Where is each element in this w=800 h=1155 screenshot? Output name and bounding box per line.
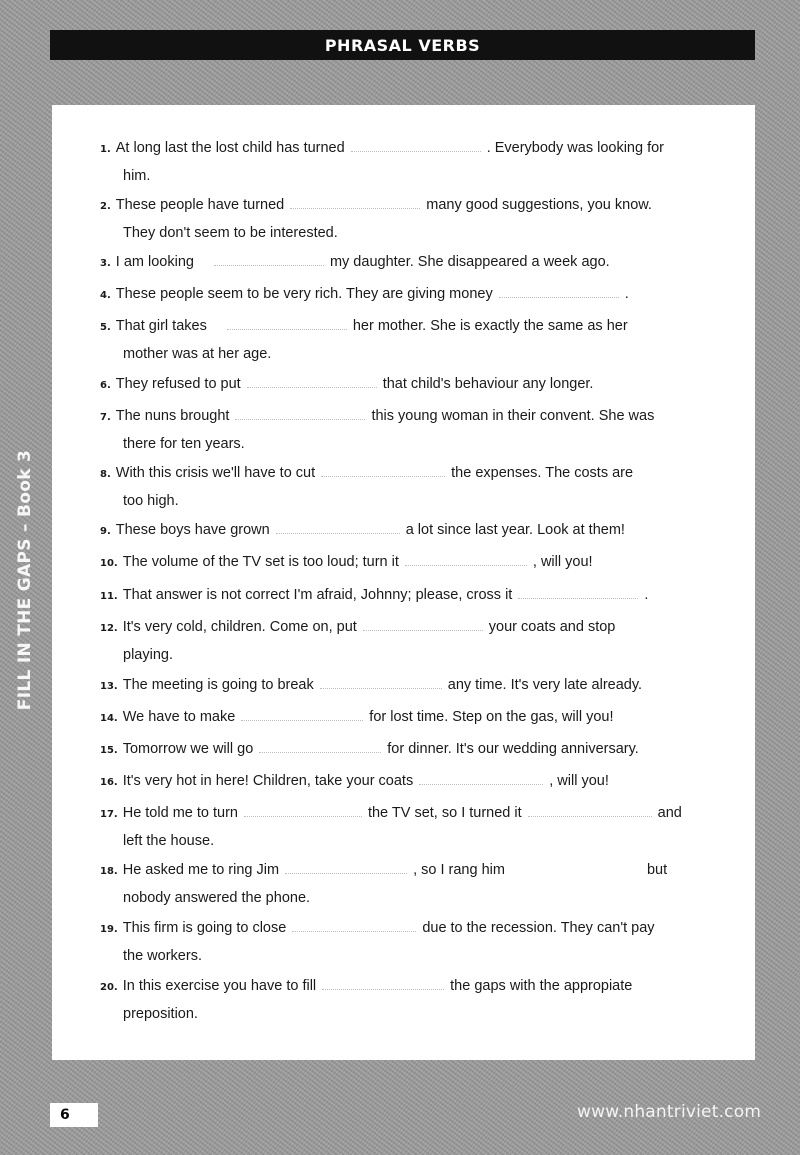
exercise-text: , will you! [549,773,609,789]
exercise-text: It's very cold, children. Come on, put [122,619,357,635]
exercise-text-continued: there for ten years. [123,436,245,452]
answer-blank[interactable] [321,464,445,477]
exercise-item [100,915,700,969]
exercise-item [100,614,700,668]
exercise-text: any time. It's very late already. [447,677,643,693]
exercise-text: These people seem to be very rich. They are giving money [115,286,493,302]
exercise-number: 11. [100,591,118,602]
exercise-item [100,249,700,277]
exercise-text: many good suggestions, you know. [426,197,652,213]
exercise-text: These boys have grown [115,522,270,538]
exercise-item [100,973,700,1027]
exercise-text: this young woman in their convent. She was [371,408,655,424]
exercise-text-continued: mother was at her age. [123,346,272,362]
exercise-text: This firm is going to close [122,920,287,936]
exercise-text: but [646,862,668,878]
exercise-number: 1. [100,144,111,155]
exercise-text: It's very hot in here! Children, take your coats [122,773,414,789]
exercise-item [100,800,700,854]
exercise-number: 16. [100,777,118,788]
exercise-text: her mother. She is exactly the same as her [352,318,628,334]
exercise-number: 8. [100,469,111,480]
answer-blank[interactable] [235,407,365,420]
exercise-text: He asked me to ring Jim [122,862,280,878]
exercise-text: The volume of the TV set is too loud; turn it [122,554,399,570]
answer-blank[interactable] [517,861,641,874]
exercise-text-continued: too high. [123,493,179,509]
exercise-item [100,460,700,514]
answer-blank[interactable] [320,676,442,689]
exercise-item [100,704,700,732]
exercise-item [100,135,700,189]
exercise-text-continued: preposition. [123,1006,198,1022]
exercise-text: In this exercise you have to fill [122,978,317,994]
exercise-text: With this crisis we'll have to cut [115,465,316,481]
exercise-number: 15. [100,745,118,756]
exercise-text: That girl takes [115,318,207,334]
exercise-text: my daughter. She disappeared a week ago. [329,254,610,270]
exercise-text: the expenses. The costs are [451,465,634,481]
exercise-number: 3. [100,258,111,269]
answer-blank[interactable] [499,285,619,298]
answer-blank[interactable] [419,772,543,785]
exercise-item [100,768,700,796]
exercise-text-continued: They don't seem to be interested. [123,225,338,241]
exercise-text: The meeting is going to break [122,677,314,693]
exercise-text: The nuns brought [115,408,230,424]
exercise-item [100,672,700,700]
exercise-text: the gaps with the appropiate [450,978,633,994]
answer-blank[interactable] [259,740,381,753]
answer-blank[interactable] [241,708,363,721]
answer-blank[interactable] [214,253,324,266]
exercise-number: 13. [100,681,118,692]
exercise-number: 12. [100,623,118,634]
answer-blank[interactable] [292,919,416,932]
answer-blank[interactable] [363,618,483,631]
exercise-text: I am looking [115,254,194,270]
exercise-text-continued: the workers. [123,948,202,964]
exercise-text: . [644,587,649,603]
exercise-item [100,736,700,764]
answer-blank[interactable] [247,375,377,388]
exercise-text: that child's behaviour any longer. [382,376,594,392]
answer-blank[interactable] [322,977,444,990]
exercise-text: and [657,805,682,821]
exercise-item [100,403,700,457]
exercise-item [100,313,700,367]
exercise-text: a lot since last year. Look at them! [405,522,625,538]
answer-blank[interactable] [276,521,400,534]
exercise-item [100,517,700,545]
exercise-text: They refused to put [115,376,241,392]
answer-blank[interactable] [518,586,638,599]
exercise-number: 20. [100,982,118,993]
exercise-number: 14. [100,713,118,724]
exercise-text: He told me to turn [122,805,238,821]
page-number [50,1103,98,1127]
exercise-item [100,582,700,610]
answer-blank[interactable] [290,196,420,209]
answer-blank[interactable] [405,553,527,566]
exercise-number: 4. [100,290,111,301]
exercise-number: 2. [100,201,111,212]
exercise-number: 19. [100,924,118,935]
page-title-banner [50,30,755,60]
exercise-item [100,192,700,246]
answer-blank[interactable] [244,804,362,817]
exercise-number: 7. [100,412,111,423]
exercise-text-continued: him. [123,168,151,184]
answer-blank[interactable] [351,139,481,152]
exercise-text: That answer is not correct I'm afraid, Johnny; please, cross it [122,587,513,603]
answer-blank[interactable] [528,804,652,817]
answer-blank[interactable] [285,861,407,874]
exercise-item [100,549,700,577]
exercise-number: 9. [100,526,111,537]
exercise-number: 10. [100,558,118,569]
exercise-text: These people have turned [115,197,285,213]
exercise-text: , will you! [532,554,593,570]
exercise-item [100,281,700,309]
exercise-text: your coats and stop [488,619,616,635]
page-title: PHRASAL VERBS [324,35,481,55]
exercise-text: for dinner. It's our wedding anniversary. [387,741,639,757]
side-label-strip [0,0,50,760]
page-number-text: 6 [60,1107,70,1123]
exercise-text: for lost time. Step on the gas, will you! [369,709,614,725]
exercise-number: 6. [100,380,111,391]
side-label: FILL IN THE GAPS – Book 3 [15,449,35,711]
exercise-text: , so I rang him [413,862,505,878]
answer-blank[interactable] [227,317,347,330]
exercise-text: At long last the lost child has turned [115,140,345,156]
exercise-item [100,371,700,399]
exercise-text: the TV set, so I turned it [367,805,522,821]
exercise-number: 17. [100,809,118,820]
exercise-text-continued: playing. [123,647,173,663]
exercise-number: 5. [100,322,111,333]
exercise-number: 18. [100,866,118,877]
exercise-text: . [624,286,629,302]
exercise-text: . Everybody was looking for [486,140,664,156]
exercise-text-continued: nobody answered the phone. [123,890,311,906]
exercise-text: Tomorrow we will go [122,741,254,757]
exercise-text: We have to make [122,709,236,725]
exercise-item [100,857,700,911]
exercise-text-continued: left the house. [123,833,215,849]
website-watermark: www.nhantriviet.com [577,1102,762,1122]
exercise-text: due to the recession. They can't pay [422,920,655,936]
